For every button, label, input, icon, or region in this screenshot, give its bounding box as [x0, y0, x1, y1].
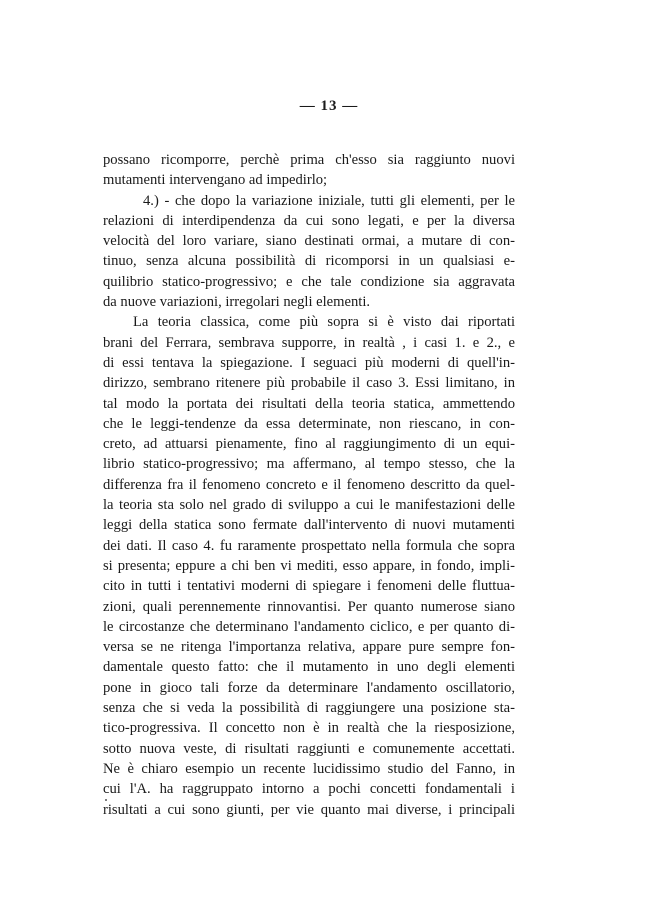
text-line: sotto nuova veste, di risultati raggiunti e comunemente accettati. [103, 740, 515, 757]
text-line: di essi tentava la spiegazione. I seguaci più moderni di quell'in- [103, 354, 515, 371]
text-line: 4.) - che dopo la variazione iniziale, tutti gli elementi, per le [143, 192, 515, 209]
text-line: differenza fra il fenomeno concreto e il fenomeno descritto da quel- [103, 476, 515, 493]
text-line: brani del Ferrara, sembrava supporre, in realtà , i casi 1. e 2., e [103, 334, 515, 351]
text-line: La teoria classica, come più sopra si è visto dai riportati [133, 314, 515, 331]
text-line: librio statico-progressivo; ma affermano, al tempo stesso, che la [103, 456, 515, 473]
text-line: cito in tutti i tentativi moderni di spiegare i fenomeni delle fluttua- [103, 578, 515, 595]
text-line: Ne è chiaro esempio un recente lucidissimo studio del Fanno, in [103, 760, 515, 777]
text-line: creto, ad attuarsi pienamente, fino al raggiungimento di un equi- [103, 436, 515, 453]
text-line: relazioni di interdipendenza da cui sono legati, e per la diversa [103, 212, 515, 229]
text-line: si presenta; eppure a chi ben vi mediti, esso appare, in fondo, impli- [103, 557, 515, 574]
text-line: velocità del loro variare, siano destinati ormai, a mutare di con- [103, 233, 515, 250]
text-line: la teoria sta solo nel grado di sviluppo a cui le manifestazioni delle [103, 497, 515, 514]
text-line: che le leggi-tendenze da essa determinate, non riescano, in con- [103, 415, 515, 432]
text-line: versa se ne ritenga l'importanza relativa, appare pure sempre fon- [103, 639, 515, 656]
text-line: tico-progressiva. Il concetto non è in realtà che la riesposizione, [103, 720, 515, 737]
text-line: risultati a cui sono giunti, per vie quanto mai diverse, i principali [103, 801, 515, 818]
text-line: zioni, quali perennemente rinnovantisi. Per quanto numerose siano [103, 598, 515, 615]
paper-speck [105, 799, 107, 801]
text-line: dirizzo, sembrano ritenere più probabile il caso 3. Essi limitano, in [103, 375, 515, 392]
text-line: tal modo la portata dei risultati della teoria statica, ammettendo [103, 395, 515, 412]
page-number: — 13 — [299, 98, 359, 114]
text-line: senza che si veda la possibilità di raggiungere una posizione sta- [103, 700, 515, 717]
text-line: leggi della statica sono fermate dall'intervento di nuovi mutamenti [103, 517, 515, 534]
text-line: le circostanze che determinano l'andamento ciclico, e per quanto di- [103, 618, 515, 635]
text-line: cui l'A. ha raggruppato intorno a pochi concetti fondamentali i [103, 781, 515, 798]
text-line: pone in gioco tali forze da determinare l'andamento oscillatorio, [103, 679, 515, 696]
text-line: da nuove variazioni, irregolari negli elementi. [103, 294, 371, 311]
text-line: quilibrio statico-progressivo; e che tale condizione sia aggravata [103, 273, 515, 290]
text-line: possano ricomporre, perchè prima ch'esso sia raggiunto nuovi [103, 152, 515, 168]
text-line: damentale questo fatto: che il mutamento in uno degli elementi [103, 659, 515, 676]
text-line: tinuo, senza alcuna possibilità di ricomporsi in un qualsiasi e- [103, 253, 515, 270]
body-text [103, 150, 515, 820]
text-line: mutamenti intervengano ad impedirlo; [103, 172, 328, 189]
text-line: dei dati. Il caso 4. fu raramente prospettato nella formula che sopra [103, 537, 515, 554]
